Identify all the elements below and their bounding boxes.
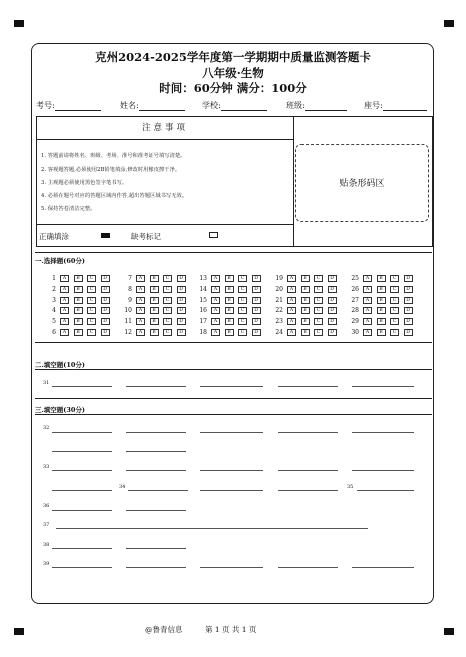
answer-bubble[interactable]: C <box>163 275 172 282</box>
answer-bubble[interactable]: B <box>150 297 159 304</box>
answer-bubble[interactable]: B <box>225 297 234 304</box>
question-number: 31 <box>43 380 50 386</box>
answer-bubble[interactable]: C <box>390 286 399 293</box>
answer-bubble[interactable]: D <box>328 297 337 304</box>
question-number: 15 <box>199 296 207 304</box>
answer-blank[interactable] <box>278 567 338 568</box>
answer-blank[interactable] <box>200 490 263 491</box>
answer-bubble[interactable]: C <box>390 318 399 325</box>
answer-bubble[interactable]: D <box>404 275 413 282</box>
choice-question-row <box>345 286 421 294</box>
choice-question-row <box>193 297 269 305</box>
notice-rule: 3. 主观题必须使用黑色签字笔书写。 <box>41 180 128 186</box>
answer-bubble[interactable]: A <box>60 275 69 282</box>
answer-bubble[interactable]: D <box>101 318 110 325</box>
answer-bubble[interactable]: D <box>404 307 413 314</box>
answer-blank[interactable] <box>352 567 414 568</box>
answer-bubble[interactable]: D <box>404 297 413 304</box>
question-number: 19 <box>275 275 283 282</box>
answer-bubble[interactable]: D <box>252 275 261 282</box>
answer-bubble[interactable]: A <box>60 307 69 314</box>
answer-bubble[interactable]: A <box>136 286 145 293</box>
answer-bubble[interactable]: D <box>252 307 261 314</box>
answer-bubble[interactable]: D <box>328 275 337 282</box>
question-number: 5 <box>52 318 56 326</box>
answer-bubble[interactable]: A <box>211 275 220 282</box>
choice-question-row <box>269 329 345 337</box>
question-number: 4 <box>52 307 56 315</box>
choice-question-row <box>193 318 269 326</box>
answer-bubble[interactable]: D <box>328 286 337 293</box>
answer-bubble[interactable]: D <box>177 297 186 304</box>
answer-blank[interactable] <box>52 470 112 471</box>
answer-bubble[interactable]: B <box>150 329 159 336</box>
answer-blank[interactable] <box>126 451 186 452</box>
answer-bubble[interactable]: C <box>163 329 172 336</box>
answer-bubble[interactable]: B <box>377 297 386 304</box>
answer-bubble[interactable]: D <box>101 275 110 282</box>
answer-blank[interactable] <box>52 510 112 511</box>
answer-bubble[interactable]: A <box>136 318 145 325</box>
answer-bubble[interactable]: B <box>74 329 83 336</box>
answer-bubble[interactable]: A <box>136 307 145 314</box>
answer-bubble[interactable]: C <box>314 297 323 304</box>
answer-bubble[interactable]: A <box>211 297 220 304</box>
question-number: 22 <box>275 307 283 315</box>
answer-blank[interactable] <box>126 548 186 549</box>
question-number: 8 <box>128 285 132 293</box>
question-number: 23 <box>275 318 283 326</box>
answer-bubble[interactable]: A <box>287 297 296 304</box>
question-number: 10 <box>124 307 132 315</box>
answer-blank[interactable] <box>126 386 186 387</box>
section-divider <box>35 398 432 399</box>
answer-bubble[interactable]: A <box>60 329 69 336</box>
answer-bubble[interactable]: C <box>390 275 399 282</box>
answer-bubble[interactable]: A <box>287 318 296 325</box>
answer-bubble[interactable]: B <box>377 307 386 314</box>
choice-question-row <box>269 275 345 283</box>
choice-question-row <box>269 297 345 305</box>
answer-bubble[interactable]: C <box>314 329 323 336</box>
answer-bubble[interactable]: A <box>60 297 69 304</box>
footer-brand: @鲁青信息 <box>145 625 183 634</box>
choice-question-row <box>118 286 194 294</box>
answer-bubble[interactable]: B <box>301 329 310 336</box>
answer-bubble[interactable]: B <box>225 307 234 314</box>
question-number: 37 <box>43 522 50 528</box>
answer-blank[interactable] <box>126 510 186 511</box>
answer-bubble[interactable]: C <box>238 286 247 293</box>
answer-bubble[interactable]: D <box>101 329 110 336</box>
question-number: 7 <box>128 275 132 282</box>
answer-blank[interactable] <box>278 490 338 491</box>
answer-blank[interactable] <box>126 567 186 568</box>
answer-bubble[interactable]: C <box>390 297 399 304</box>
answer-bubble[interactable]: C <box>314 307 323 314</box>
answer-blank[interactable] <box>200 386 263 387</box>
question-number: 26 <box>351 285 359 293</box>
answer-bubble[interactable]: C <box>163 318 172 325</box>
answer-bubble[interactable]: B <box>377 329 386 336</box>
answer-bubble[interactable]: A <box>60 318 69 325</box>
question-number: 35 <box>347 484 354 490</box>
choice-question-row <box>42 318 118 326</box>
answer-bubble[interactable]: B <box>301 318 310 325</box>
answer-bubble[interactable]: A <box>287 329 296 336</box>
answer-bubble[interactable]: A <box>136 297 145 304</box>
answer-blank[interactable] <box>52 432 112 433</box>
question-number: 18 <box>199 329 207 336</box>
answer-bubble[interactable]: B <box>225 318 234 325</box>
answer-bubble[interactable]: C <box>163 307 172 314</box>
answer-bubble[interactable]: C <box>390 307 399 314</box>
answer-bubble[interactable]: C <box>238 307 247 314</box>
answer-bubble[interactable]: D <box>404 329 413 336</box>
answer-bubble[interactable]: A <box>363 286 372 293</box>
answer-blank[interactable] <box>200 432 263 433</box>
answer-bubble[interactable]: C <box>87 275 96 282</box>
answer-bubble[interactable]: C <box>163 286 172 293</box>
answer-bubble[interactable]: B <box>150 286 159 293</box>
student-info-row <box>36 100 432 114</box>
answer-blank[interactable] <box>52 567 112 568</box>
answer-bubble[interactable]: A <box>211 318 220 325</box>
answer-bubble[interactable]: C <box>238 297 247 304</box>
choice-question-row <box>118 318 194 326</box>
absent-mark-box[interactable] <box>209 232 218 238</box>
answer-bubble[interactable]: A <box>287 286 296 293</box>
answer-bubble[interactable]: B <box>377 286 386 293</box>
answer-bubble[interactable]: B <box>301 297 310 304</box>
answer-blank[interactable] <box>278 432 338 433</box>
choice-question-row <box>269 286 345 294</box>
question-number: 13 <box>199 275 207 282</box>
choice-question-row <box>345 307 421 315</box>
question-number: 39 <box>43 561 50 567</box>
answer-bubble[interactable]: B <box>74 318 83 325</box>
choice-question-row <box>345 297 421 305</box>
answer-bubble[interactable]: A <box>136 275 145 282</box>
answer-bubble[interactable]: D <box>328 318 337 325</box>
question-number: 6 <box>52 329 56 336</box>
notice-rule: 5. 保持答卷清洁完整。 <box>41 206 96 212</box>
answer-blank[interactable] <box>352 432 414 433</box>
registration-mark-bottom-right <box>444 628 454 635</box>
answer-bubble[interactable]: D <box>101 286 110 293</box>
answer-blank[interactable] <box>52 490 112 491</box>
choice-question-row <box>193 286 269 294</box>
question-number: 21 <box>275 296 283 304</box>
answer-bubble[interactable]: D <box>177 329 186 336</box>
section-divider <box>35 342 432 343</box>
answer-blank[interactable] <box>357 490 414 491</box>
choice-question-row <box>118 275 194 283</box>
answer-bubble[interactable]: B <box>377 275 386 282</box>
choice-question-row <box>42 297 118 305</box>
answer-blank[interactable] <box>126 432 186 433</box>
answer-bubble[interactable]: D <box>404 318 413 325</box>
answer-bubble[interactable]: B <box>74 275 83 282</box>
answer-blank[interactable] <box>52 548 112 549</box>
barcode-area: 贴条形码区 <box>295 144 429 222</box>
choice-question-row <box>345 329 421 337</box>
answer-bubble[interactable]: A <box>60 286 69 293</box>
notice-rule: 1. 答题前请将姓名、班级、考场、准号和准考证号填写清楚。 <box>41 153 186 159</box>
answer-bubble[interactable]: A <box>211 286 220 293</box>
answer-bubble[interactable]: D <box>177 318 186 325</box>
answer-bubble[interactable]: D <box>101 307 110 314</box>
sheet-subject: 八年级·生物 <box>202 66 264 80</box>
answer-blank[interactable] <box>278 470 338 471</box>
seat-number-field[interactable]: 座号: <box>364 100 427 111</box>
answer-bubble[interactable]: B <box>74 307 83 314</box>
question-number: 20 <box>275 285 283 293</box>
answer-bubble[interactable]: D <box>177 307 186 314</box>
notice-rule: 4. 必须在题号对应的答题区域内作答,超出答题区域书写无效。 <box>41 193 188 199</box>
question-number: 24 <box>275 329 283 336</box>
answer-bubble[interactable]: A <box>136 329 145 336</box>
answer-bubble[interactable]: A <box>287 275 296 282</box>
answer-bubble[interactable]: D <box>252 318 261 325</box>
answer-bubble[interactable]: D <box>404 286 413 293</box>
choice-question-row <box>269 307 345 315</box>
answer-blank[interactable] <box>126 470 186 471</box>
choice-question-row <box>118 297 194 305</box>
name-field[interactable]: 姓名: <box>120 100 185 111</box>
answer-bubble[interactable]: B <box>301 275 310 282</box>
answer-bubble[interactable]: B <box>150 318 159 325</box>
answer-bubble[interactable]: D <box>328 307 337 314</box>
question-number: 29 <box>351 318 359 326</box>
answer-blank[interactable] <box>52 451 112 452</box>
answer-bubble[interactable]: A <box>363 275 372 282</box>
question-number: 2 <box>52 285 56 293</box>
class-field[interactable]: 班级: <box>286 100 347 111</box>
answer-bubble[interactable]: B <box>74 297 83 304</box>
answer-bubble[interactable]: B <box>377 318 386 325</box>
answer-bubble[interactable]: C <box>314 318 323 325</box>
question-number: 38 <box>43 542 50 548</box>
choice-question-row <box>42 307 118 315</box>
question-number: 33 <box>43 464 50 470</box>
answer-bubble[interactable]: D <box>177 275 186 282</box>
question-number: 11 <box>124 318 132 326</box>
answer-bubble[interactable]: B <box>225 275 234 282</box>
choice-question-row <box>193 307 269 315</box>
answer-bubble[interactable]: B <box>150 275 159 282</box>
section-divider <box>35 369 432 370</box>
choice-question-row <box>118 307 194 315</box>
answer-bubble[interactable]: B <box>74 286 83 293</box>
answer-bubble[interactable]: C <box>314 275 323 282</box>
answer-bubble[interactable]: A <box>211 329 220 336</box>
question-number: 1 <box>52 275 56 282</box>
answer-bubble[interactable]: C <box>238 275 247 282</box>
answer-bubble[interactable]: D <box>252 286 261 293</box>
answer-bubble[interactable]: C <box>390 329 399 336</box>
fill-example-row <box>37 224 293 247</box>
registration-mark-bottom-left <box>14 628 24 635</box>
registration-mark-top-right <box>444 20 454 27</box>
question-number: 30 <box>351 329 359 336</box>
question-number: 27 <box>351 296 359 304</box>
answer-bubble[interactable]: D <box>252 329 261 336</box>
notice-title: 注意事项 <box>37 117 293 140</box>
answer-blank[interactable] <box>352 470 414 471</box>
answer-bubble[interactable]: D <box>101 297 110 304</box>
question-number: 3 <box>52 296 56 304</box>
answer-bubble[interactable]: A <box>363 329 372 336</box>
answer-bubble[interactable]: A <box>363 297 372 304</box>
choice-question-row <box>193 329 269 337</box>
sheet-time-score: 时间：60分钟 满分：100分 <box>159 81 307 95</box>
answer-bubble[interactable]: D <box>328 329 337 336</box>
answer-bubble[interactable]: C <box>238 318 247 325</box>
answer-bubble[interactable]: B <box>301 286 310 293</box>
question-number: 17 <box>199 318 207 326</box>
choice-question-row <box>269 318 345 326</box>
answer-blank[interactable] <box>200 567 263 568</box>
answer-bubble[interactable]: C <box>163 297 172 304</box>
answer-bubble[interactable]: B <box>225 286 234 293</box>
choice-question-row <box>42 275 118 283</box>
question-number: 12 <box>124 329 132 336</box>
answer-bubble[interactable]: B <box>301 307 310 314</box>
answer-bubble[interactable]: C <box>87 318 96 325</box>
answer-bubble[interactable]: A <box>363 307 372 314</box>
question-number: 34 <box>119 484 126 490</box>
question-number: 25 <box>351 275 359 282</box>
answer-bubble[interactable]: C <box>87 329 96 336</box>
section-divider <box>35 414 432 415</box>
answer-bubble[interactable]: C <box>87 286 96 293</box>
choice-question-row <box>345 318 421 326</box>
question-number: 9 <box>128 296 132 304</box>
correct-fill-label: 正确填涂 <box>39 232 69 241</box>
answer-blank[interactable] <box>128 490 188 491</box>
answer-bubble[interactable]: D <box>177 286 186 293</box>
answer-bubble[interactable]: A <box>211 307 220 314</box>
correct-fill-sample <box>101 233 110 238</box>
sheet-title: 克州2024-2025学年度第一学期期中质量监测答题卡 <box>95 50 371 64</box>
fill2-section-title: 三.填空题(30分) <box>35 406 85 414</box>
answer-blank[interactable] <box>352 386 414 387</box>
answer-blank[interactable] <box>200 470 263 471</box>
question-number: 14 <box>199 285 207 293</box>
question-number: 28 <box>351 307 359 315</box>
absent-mark-label: 缺考标记 <box>131 232 161 241</box>
answer-bubble[interactable]: C <box>87 297 96 304</box>
question-number: 36 <box>43 503 50 509</box>
answer-bubble[interactable]: C <box>314 286 323 293</box>
answer-bubble[interactable]: B <box>150 307 159 314</box>
choice-question-row <box>118 329 194 337</box>
section-divider <box>35 252 432 253</box>
notice-panel <box>37 117 294 246</box>
fill1-section-title: 二.填空题(10分) <box>35 361 85 369</box>
answer-bubble[interactable]: C <box>87 307 96 314</box>
question-number: 32 <box>43 425 50 431</box>
choice-question-row <box>345 275 421 283</box>
choice-question-row <box>42 286 118 294</box>
notice-rule: 2. 客观题答题,必须使用2B铅笔填涂,修改时用橡皮擦干净。 <box>41 167 181 173</box>
school-field[interactable]: 学校: <box>202 100 267 111</box>
answer-bubble[interactable]: C <box>238 329 247 336</box>
question-number: 16 <box>199 307 207 315</box>
answer-blank[interactable] <box>278 386 338 387</box>
answer-blank[interactable] <box>52 386 112 387</box>
answer-bubble[interactable]: A <box>363 318 372 325</box>
choice-question-row <box>193 275 269 283</box>
answer-bubble[interactable]: B <box>225 329 234 336</box>
footer-page-number: 第 1 页 共 1 页 <box>205 625 257 634</box>
choice-question-row <box>42 329 118 337</box>
choice-section-title: 一.选择题(60分) <box>35 257 85 265</box>
registration-mark-top-left <box>14 20 24 27</box>
answer-blank[interactable] <box>56 528 368 529</box>
answer-bubble[interactable]: D <box>252 297 261 304</box>
exam-number-field[interactable]: 考号: <box>36 100 101 111</box>
answer-bubble[interactable]: A <box>287 307 296 314</box>
